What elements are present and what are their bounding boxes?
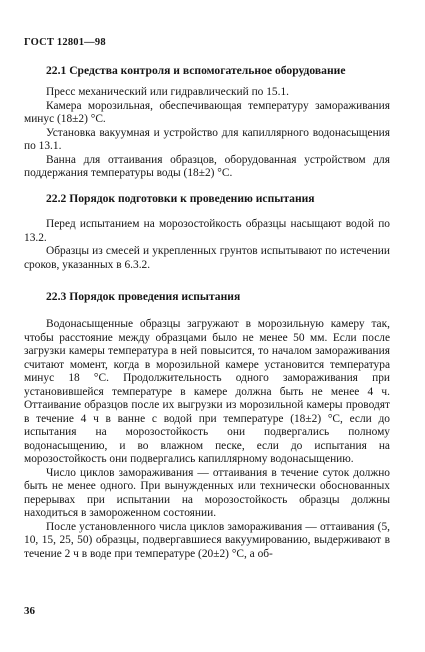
paragraph: После установленного числа циклов замораживания — оттаивания (5, 10, 15, 25, 50) образцы, подвергавшиеся вакуумированию, выдерживают в течение 2 ч в воде при температуре (20±2) °С, а об- (24, 520, 390, 560)
paragraph: Перед испытанием на морозостойкость образцы насыщают водой по 13.2. (24, 218, 390, 244)
section-heading-22-3: 22.3 Порядок проведения испытания (46, 290, 241, 303)
page-number: 36 (24, 605, 35, 617)
paragraph: Установка вакуумная и устройство для капиллярного водонасыщения по 13.1. (24, 126, 390, 152)
paragraph: Образцы из смесей и укрепленных грунтов испытывают по истечении сроков, указанных в 6.3.2. (24, 245, 390, 271)
section-body-22-1 (24, 86, 390, 181)
section-body-22-3 (24, 318, 390, 561)
paragraph: Пресс механический или гидравлический по 15.1. (46, 86, 289, 98)
section-body-22-2 (24, 218, 390, 272)
paragraph: Число циклов замораживания — оттаивания в течение суток должно быть не менее одного. При вынужденных или технически обоснованных перерывах при испытании на морозостойкость образцы должны находиться в замороженном состоянии. (24, 466, 390, 519)
paragraph: Камера морозильная, обеспечивающая температуру замораживания минус (18±2) °С. (24, 99, 390, 125)
paragraph: Водонасыщенные образцы загружают в морозильную камеру так, чтобы расстояние между образцами было не менее 50 мм. Если после загрузки камеры температура в ней повысится, то началом замораживания считают момент, когда в морозильной камере установится температура минус 18 °С. Продолжительность одного замораживания при установившейся температуре в камере должна быть не менее 4 ч. Оттаивание образцов после их выгрузки из морозильной камеры проводят в течение 4 ч в ванне с водой при температуре (18±2) °С, если до испытания на морозостойкость они подвергались полному водонасыщению, и во влажном песке, если до испытания на морозостойкость они подвергались капиллярному водонасыщению. (24, 318, 390, 465)
paragraph: Ванна для оттаивания образцов, оборудованная устройством для поддержания температуры воды (18±2) °С. (24, 153, 390, 179)
running-header: ГОСТ 12801—98 (24, 37, 106, 48)
section-heading-22-1: 22.1 Средства контроля и вспомогательное оборудование (46, 64, 346, 77)
section-heading-22-2: 22.2 Порядок подготовки к проведению испытания (46, 192, 315, 205)
